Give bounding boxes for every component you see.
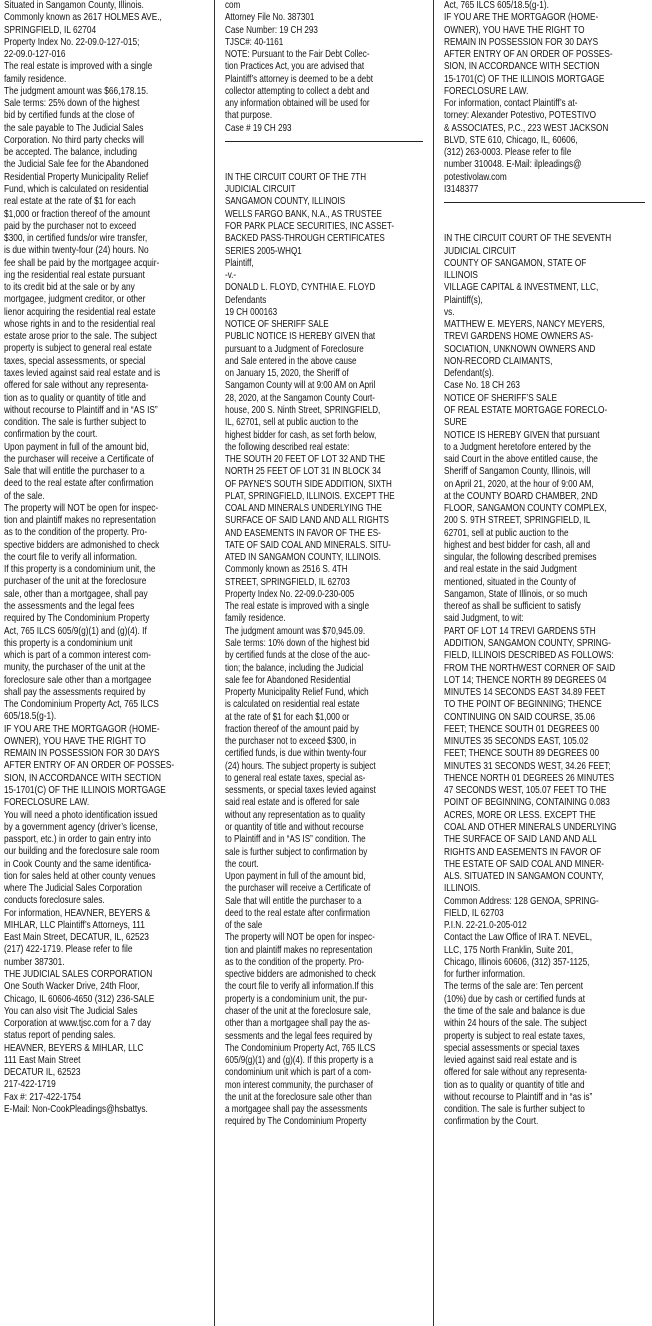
notice-line: Sangamon, State of Illinois, or so much bbox=[444, 588, 588, 600]
notice-line: the court file to verify all information. bbox=[4, 551, 138, 563]
notice-line: ACRES, MORE OR LESS. EXCEPT THE bbox=[444, 809, 596, 821]
notice-line: said Court in the above entitled cause, the bbox=[444, 454, 598, 466]
notice-line: AND EASEMENTS IN FAVOR OF THE ES- bbox=[225, 527, 381, 539]
notice-line: & ASSOCIATES, P.C., 223 WEST JACKSON bbox=[444, 122, 609, 134]
notice-line: Situated in Sangamon County, Illinois. bbox=[4, 0, 144, 11]
notice-line: Case # 19 CH 293 bbox=[225, 122, 292, 134]
notice-line: TO THE POINT OF BEGINNING; THENCE bbox=[444, 699, 602, 711]
notice-line: sale is further subject to confirmation by bbox=[225, 846, 368, 858]
notice-line: The Condominium Property Act, 765 ILCS bbox=[225, 1042, 376, 1054]
notice-line: condition. The sale is further subject to bbox=[4, 417, 147, 429]
notice-line: SPRINGFIELD, IL 62704 bbox=[4, 24, 97, 36]
notice-line: offered for sale without any representa- bbox=[444, 1067, 588, 1079]
notice-line: sale, other than a mortgagee, shall pay bbox=[4, 588, 148, 600]
notice-line: 47 SECONDS WEST, 105.07 FEET TO THE bbox=[444, 785, 607, 797]
notice-line: property is subject to real estate taxes, bbox=[444, 1030, 586, 1042]
notice-line: The property will NOT be open for inspec- bbox=[4, 502, 159, 514]
notice-line: NON-RECORD CLAIMANTS, bbox=[444, 355, 553, 367]
notice-line: house, 200 S. Ninth Street, SPRINGFIELD, bbox=[225, 404, 381, 416]
notice-line: taxes levied against said real estate and is bbox=[4, 367, 161, 379]
notice-line: singular, the following described premises bbox=[444, 552, 597, 564]
notice-line: mon interest community, the purchaser of bbox=[225, 1079, 373, 1091]
notice-line: chaser of the unit at the foreclosure sale, bbox=[225, 1005, 371, 1017]
notice-line: to general real estate taxes, special as- bbox=[225, 772, 366, 784]
notice-line: torney: Alexander Potestivo, POTESTIVO bbox=[444, 110, 597, 122]
notice-line: is calculated on residential real estate bbox=[225, 699, 360, 711]
notice-line: You will need a photo identification issued bbox=[4, 809, 158, 821]
notice-line: ILLINOIS bbox=[444, 270, 478, 282]
notice-line: REMAIN IN POSSESSION FOR 30 DAYS bbox=[444, 36, 599, 48]
notice-line: property is a condominium unit, the pur- bbox=[225, 993, 368, 1005]
notice-line: BACKED PASS-THROUGH CERTIFICATES bbox=[225, 233, 385, 245]
notice-line: WELLS FARGO BANK, N.A., AS TRUSTEE bbox=[225, 208, 382, 220]
notice-line: FIELD, IL 62703 bbox=[444, 907, 504, 919]
notice-line: 15-1701(C) OF THE ILLINOIS MORTGAGE bbox=[4, 785, 166, 796]
notice-column-3 bbox=[444, 0, 645, 1129]
notice-line: the purchaser will receive a Certificate of bbox=[4, 453, 154, 465]
notice-line: SERIES 2005-WHQ1 bbox=[225, 245, 302, 257]
notice-line: certified funds, is due within twenty-four bbox=[225, 748, 367, 760]
notice-line: FOR PARK PLACE SECURITIES, INC ASSET- bbox=[225, 220, 395, 232]
notice-line: East Main Street, DECATUR, IL, 62523 bbox=[4, 932, 149, 944]
notice-line: Commonly known as 2617 HOLMES AVE., bbox=[4, 12, 162, 24]
notice-line: OF REAL ESTATE MORTGAGE FORECLO- bbox=[444, 404, 608, 416]
notice-line: conducts foreclosure sales. bbox=[4, 895, 105, 907]
notice-line: P.I.N. 22-21.0-205-012 bbox=[444, 920, 527, 932]
notice-line: 217-422-1719 bbox=[4, 1079, 56, 1091]
notice-line: the Judicial Sale fee for the Abandoned bbox=[4, 159, 149, 171]
notice-line: I3148377 bbox=[444, 183, 479, 195]
notice-line: for further information. bbox=[444, 969, 526, 981]
notice-line: THE SOUTH 20 FEET OF LOT 32 AND THE bbox=[225, 454, 386, 466]
notice-line: by a government agency (driver’s license, bbox=[4, 821, 158, 833]
notice-line: within 24 hours of the sale. The subject bbox=[444, 1018, 587, 1030]
notice-line: special assessments or special taxes bbox=[444, 1042, 580, 1054]
notice-line: Corporation. No third party checks will bbox=[4, 134, 144, 146]
notice-line: family residence. bbox=[4, 73, 67, 85]
notice-line: fraction thereof of the amount paid by bbox=[225, 723, 359, 735]
notice-line: FROM THE NORTHWEST CORNER OF SAID bbox=[444, 662, 616, 674]
notice-line: the purchaser will receive a Certificate of bbox=[225, 883, 371, 895]
notice-line: 200 S. 9TH STREET, SPRINGFIELD, IL bbox=[444, 515, 591, 527]
notice-line: PART OF LOT 14 TREVI GARDENS 5TH bbox=[444, 625, 596, 637]
notice-line: Upon payment in full of the amount bid, bbox=[4, 441, 149, 453]
notice-line: Fund, which is calculated on residential bbox=[4, 183, 149, 195]
notice-line: The judgment amount was $70,945.09. bbox=[225, 625, 366, 637]
notice-line: condition. The sale is further subject to bbox=[444, 1104, 585, 1116]
notice-line: $1,000 or fraction thereof of the amount bbox=[4, 208, 151, 220]
notice-line: NOTE: Pursuant to the Fair Debt Collec- bbox=[225, 49, 370, 61]
notice-line: Defendant(s). bbox=[444, 368, 494, 380]
notice-line: passport, etc.) in order to gain entry into bbox=[4, 834, 151, 846]
notice-line: THENCE NORTH 01 DEGREES 26 MINUTES bbox=[444, 772, 615, 784]
notice-line: FORECLOSURE LAW. bbox=[444, 85, 529, 97]
notice-line: The real estate is improved with a single bbox=[225, 601, 370, 613]
notice-line: Sale terms: 25% down of the highest bbox=[4, 98, 140, 110]
notice-line: CONTINUING ON SAID COURSE, 35.06 bbox=[444, 711, 596, 723]
notice-line: and Sale entered in the above cause bbox=[225, 355, 357, 367]
notice-line: Sale that will entitle the purchaser to a bbox=[225, 895, 362, 907]
notice-line: OWNER), YOU HAVE THE RIGHT TO bbox=[444, 24, 585, 36]
notice-line: tion; the balance, including the Judicial bbox=[225, 662, 364, 674]
notice-line: sessments and the legal fees required by bbox=[225, 1030, 373, 1042]
notice-line: JUDICIAL CIRCUIT bbox=[225, 184, 296, 196]
notice-line: IF YOU ARE THE MORTGAGOR (HOME- bbox=[444, 12, 599, 24]
notice-line: The terms of the sale are: Ten percent bbox=[444, 981, 584, 993]
notice-line: the unit at the foreclosure sale other than bbox=[225, 1091, 372, 1103]
notice-line: THE SURFACE OF SAID LAND AND ALL bbox=[444, 834, 597, 846]
notice-line: property is subject to general real estate bbox=[4, 343, 152, 355]
notice-line: Act, 765 ILCS 605/18.5(g-1). bbox=[444, 0, 549, 11]
notice-line: (10%) due by cash or certified funds at bbox=[444, 993, 586, 1005]
notice-line: TATE OF SAID COAL AND MINERALS. SITU- bbox=[225, 539, 391, 551]
notice-line: offered for sale without any representa- bbox=[4, 380, 149, 392]
notice-line: 605/9(g)(1) and (g)(4). If this property is a bbox=[225, 1055, 374, 1067]
notice-line: You can also visit The Judicial Sales bbox=[4, 1005, 138, 1017]
notice-line: Fax #: 217-422-1754 bbox=[4, 1091, 82, 1103]
notice-line: IN THE CIRCUIT COURT OF THE SEVENTH bbox=[444, 233, 612, 245]
notice-line: IN THE CIRCUIT COURT OF THE 7TH bbox=[225, 171, 367, 183]
notice-line: our building and the foreclosure sale room bbox=[4, 846, 160, 858]
notice-line: THE JUDICIAL SALES CORPORATION bbox=[4, 968, 153, 980]
notice-line: to a Judgment heretofore entered by the bbox=[444, 441, 592, 453]
notice-line: ALS. SITUATED IN SANGAMON COUNTY, bbox=[444, 871, 604, 883]
notice-line: tion as to quality or quantity of title and bbox=[444, 1079, 585, 1091]
notice-line: JUDICIAL CIRCUIT bbox=[444, 245, 517, 257]
notice-line: at the rate of $1 for each $1,000 or bbox=[225, 711, 350, 723]
notice-line: Property Index No. 22-09.0-127-015; bbox=[4, 36, 140, 48]
notice-line: as to the condition of the property. Pro- bbox=[4, 527, 148, 539]
notice-line: COAL AND MINERALS UNDERLYING THE bbox=[225, 503, 382, 515]
notice-line: deed to the real estate after confirmation bbox=[225, 907, 370, 919]
notice-line: confirmation by the court. bbox=[4, 429, 98, 441]
notice-line: pursuant to a Judgment of Foreclosure bbox=[225, 343, 364, 355]
notice-line: SION, IN ACCORDANCE WITH SECTION bbox=[4, 772, 162, 784]
notice-line: TJSC#: 40-1161 bbox=[225, 36, 284, 48]
notice-line: collector attempting to collect a debt and bbox=[225, 85, 370, 97]
notice-line: without recourse to Plaintiff and in “AS IS” bbox=[4, 404, 158, 416]
notice-line: MIHLAR, LLC Plaintiff’s Attorneys, 111 bbox=[4, 919, 145, 931]
notice-line: NORTH 25 FEET OF LOT 31 IN BLOCK 34 bbox=[225, 466, 382, 478]
notice-line: STREET, SPRINGFIELD, IL 62703 bbox=[225, 576, 350, 588]
notice-line: The judgment amount was $66,178.15. bbox=[4, 85, 149, 97]
notice-line: shall pay the assessments required by bbox=[4, 686, 146, 698]
notice-line: Act, 765 ILCS 605/9(g)(1) and (g)(4). If bbox=[4, 625, 147, 637]
notice-gap bbox=[444, 209, 645, 233]
notice-line: MINUTES 35 SECONDS EAST, 105.02 bbox=[444, 736, 589, 748]
notice-line: For information, contact Plaintiff’s at- bbox=[444, 98, 578, 110]
notice-line: Sangamon County will at 9:00 AM on April bbox=[225, 380, 376, 392]
notice-line: required by The Condominium Property bbox=[4, 613, 150, 625]
notice-gap bbox=[225, 148, 423, 172]
notice-line: the assessments and the legal fees bbox=[4, 601, 135, 613]
notice-line: whose rights in and to the residential real bbox=[4, 318, 156, 330]
notice-line: Attorney File No. 387301 bbox=[225, 12, 315, 24]
notice-line: SOCIATION, UNKNOWN OWNERS AND bbox=[444, 343, 596, 355]
notice-line: as to the condition of the property. Pro- bbox=[225, 956, 364, 968]
notice-line: real estate at the rate of $1 for each bbox=[4, 196, 136, 208]
notice-line: (312) 263-0003. Please refer to file bbox=[444, 147, 572, 159]
notice-line: said real estate and is offered for sale bbox=[225, 797, 360, 809]
notice-line: FLOOR, SANGAMON COUNTY COMPLEX, bbox=[444, 503, 607, 515]
notice-line: highest and best bidder for cash, all and bbox=[444, 539, 591, 551]
notice-line: FIELD, ILLINOIS DESCRIBED AS FOLLOWS: bbox=[444, 650, 614, 662]
notice-line: on January 15, 2020, the Sheriff of bbox=[225, 368, 349, 380]
notice-line: IL, 62701, sell at public auction to the bbox=[225, 417, 359, 429]
notice-line: OWNER), YOU HAVE THE RIGHT TO bbox=[4, 735, 146, 747]
column-divider-1 bbox=[214, 0, 215, 1326]
notice-line: sale fee for Abandoned Residential bbox=[225, 674, 351, 686]
notice-line: a mortgagee shall pay the assessments bbox=[225, 1104, 368, 1116]
notice-line: number 387301. bbox=[4, 956, 65, 968]
notice-line: of the sale. bbox=[4, 490, 45, 502]
notice-line: without recourse to Plaintiff and in “as is” bbox=[444, 1091, 593, 1103]
notice-column-2 bbox=[225, 0, 423, 1129]
notice-line: Corporation at www.tjsc.com for a 7 day bbox=[4, 1018, 151, 1030]
notice-line: tion and plaintiff makes no representation bbox=[225, 944, 373, 956]
notice-line: NOTICE OF SHERIFF SALE bbox=[225, 319, 329, 331]
notice-line: THE ESTATE OF SAID COAL AND MINER- bbox=[444, 858, 605, 870]
notice-line: -v.- bbox=[225, 270, 237, 282]
notice-line: REMAIN IN POSSESSION FOR 30 DAYS bbox=[4, 748, 160, 760]
notice-line: fee shall be paid by the mortgagee acquir- bbox=[4, 257, 160, 269]
notice-line: POINT OF BEGINNING, CONTAINING 0.083 bbox=[444, 797, 610, 809]
notice-line: mentioned, situated in the County of bbox=[444, 576, 576, 588]
notice-line: The real estate is improved with a single bbox=[4, 61, 153, 73]
notice-line: sessments, or special taxes levied against bbox=[225, 785, 376, 797]
notice-line: said Judgment, to wit: bbox=[444, 613, 524, 625]
notice-line: SION, IN ACCORDANCE WITH SECTION bbox=[444, 61, 600, 73]
notice-line: deed to the real estate after confirmation bbox=[4, 478, 154, 490]
notice-line: Case Number: 19 CH 293 bbox=[225, 24, 318, 36]
notice-line: 111 East Main Street bbox=[4, 1054, 81, 1066]
notice-line: foreclosure sale other than a mortgagee bbox=[4, 674, 152, 686]
legal-notice bbox=[225, 172, 423, 1129]
notice-line: ILLINOIS. bbox=[444, 883, 481, 895]
notice-line: Residential Property Municipality Relief bbox=[4, 171, 149, 183]
notice-line: without any representation as to quality bbox=[225, 809, 366, 821]
notice-line: to Plaintiff and in “AS IS” condition. The bbox=[225, 834, 366, 846]
notice-line: DONALD L. FLOYD, CYNTHIA E. FLOYD bbox=[225, 282, 376, 294]
notice-line: or quantity of title and without recourse bbox=[225, 822, 364, 833]
notice-line: AFTER ENTRY OF AN ORDER OF POSSES- bbox=[444, 49, 613, 61]
notice-line: purchaser of the unit at the foreclosure bbox=[4, 576, 147, 588]
notice-line: Defendants bbox=[225, 294, 267, 306]
notice-line: to its credit bid at the sale or by any bbox=[4, 282, 135, 294]
notice-line: MATTHEW E. MEYERS, NANCY MEYERS, bbox=[444, 319, 605, 331]
notice-line: spective bidders are admonished to check bbox=[4, 539, 160, 551]
notice-line: HEAVNER, BEYERS & MIHLAR, LLC bbox=[4, 1042, 144, 1054]
notice-line: Chicago, Illinois 60606, (312) 357-1125, bbox=[444, 956, 590, 968]
notice-line: SURFACE OF SAID LAND AND ALL RIGHTS bbox=[225, 515, 389, 527]
notice-line: any information obtained will be used for bbox=[225, 98, 370, 110]
notice-line: com bbox=[225, 0, 241, 11]
notice-line: ATED IN SANGAMON COUNTY, ILLINOIS. bbox=[225, 552, 381, 564]
notice-line: the court. bbox=[225, 858, 259, 870]
notice-line: other than a mortgagee shall pay the as- bbox=[225, 1018, 370, 1030]
notice-line: tion Practices Act, you are advised that bbox=[225, 61, 365, 73]
notice-line: thereof as shall be sufficient to satisfy bbox=[444, 601, 581, 613]
notice-line: VILLAGE CAPITAL & INVESTMENT, LLC, bbox=[444, 282, 599, 294]
notice-line: munity, the purchaser of the unit at the bbox=[4, 662, 146, 674]
notice-line: PLAT, SPRINGFIELD, ILLINOIS. EXCEPT THE bbox=[225, 490, 395, 502]
notice-line: (24) hours. The subject property is subject bbox=[225, 760, 376, 772]
notice-separator bbox=[225, 141, 423, 142]
notice-line: 605/18.5(g-1). bbox=[4, 711, 57, 723]
notice-line: tion for sales held at other county venues bbox=[4, 870, 156, 882]
notice-line: condominium unit which is part of a com- bbox=[225, 1067, 372, 1079]
notice-line: For information, HEAVNER, BEYERS & bbox=[4, 907, 151, 919]
notice-line: The Condominium Property Act, 765 ILCS bbox=[4, 699, 159, 711]
notice-line: Upon payment in full of the amount bid, bbox=[225, 871, 366, 883]
notice-line: 62701, sell at public auction to the bbox=[444, 527, 569, 539]
notice-line: this property is a condominium unit bbox=[4, 637, 133, 649]
notice-line: FORECLOSURE LAW. bbox=[4, 797, 90, 809]
notice-line: (217) 422-1719. Please refer to file bbox=[4, 944, 133, 956]
notice-line: NOTICE IS HEREBY GIVEN that pursuant bbox=[444, 429, 600, 441]
notice-line: AFTER ENTRY OF AN ORDER OF POSSES- bbox=[4, 760, 175, 772]
notice-line: Sale that will entitle the purchaser to a bbox=[4, 466, 145, 478]
notice-line: PUBLIC NOTICE IS HEREBY GIVEN that bbox=[225, 331, 376, 343]
notice-line: where The Judicial Sales Corporation bbox=[4, 883, 143, 895]
notice-line: that purpose. bbox=[225, 110, 273, 122]
notice-line: 15-1701(C) OF THE ILLINOIS MORTGAGE bbox=[444, 73, 605, 85]
notice-line: Plaintiff’s attorney is deemed to be a debt bbox=[225, 73, 373, 85]
notice-line: the time of the sale and balance is due bbox=[444, 1005, 586, 1017]
notice-line: Sale terms: 10% down of the highest bid bbox=[225, 638, 370, 650]
notice-line: tion and plaintiff makes no representation bbox=[4, 515, 156, 527]
notice-line: Contact the Law Office of IRA T. NEVEL, bbox=[444, 932, 593, 944]
notice-line: confirmation by the Court. bbox=[444, 1116, 539, 1128]
notice-line: 19 CH 000163 bbox=[225, 306, 278, 318]
notice-line: Property Municipality Relief Fund, which bbox=[225, 687, 369, 699]
notice-line: is due within twenty-four (24) hours. No bbox=[4, 245, 149, 257]
notice-line: on April 21, 2020, at the hour of 9:00 AM, bbox=[444, 478, 594, 490]
notice-line: mortgagee, judgment creditor, or other bbox=[4, 294, 146, 306]
notice-separator bbox=[444, 202, 645, 203]
notice-line: LLC, 175 North Franklin, Suite 201, bbox=[444, 944, 574, 956]
notice-line: the following described real estate: bbox=[225, 441, 350, 453]
notice-line: MINUTES 31 SECONDS WEST, 34.26 FEET; bbox=[444, 760, 611, 772]
notice-line: tion as to quality or quantity of title and bbox=[4, 392, 146, 404]
notice-line: 28, 2020, at the Sangamon County Court- bbox=[225, 392, 375, 404]
legal-notice bbox=[225, 0, 423, 135]
notice-line: the court file to verify all information.If this bbox=[225, 981, 374, 993]
notice-line: FEET; THENCE SOUTH 01 DEGREES 00 bbox=[444, 723, 600, 735]
notice-line: COUNTY OF SANGAMON, STATE OF bbox=[444, 257, 587, 269]
notice-line: highest bidder for cash, as set forth below, bbox=[225, 429, 377, 441]
notice-line: bid by certified funds at the close of bbox=[4, 110, 135, 122]
notice-line: the sale payable to The Judicial Sales bbox=[4, 122, 144, 134]
notice-line: estate arose prior to the sale. The subject bbox=[4, 331, 157, 343]
notice-line: levied against said real estate and is bbox=[444, 1055, 577, 1067]
notice-line: If this property is a condominium unit, the bbox=[4, 564, 156, 576]
notice-line: required by The Condominium Property bbox=[225, 1116, 367, 1128]
notice-line: the purchaser not to exceed $300, in bbox=[225, 736, 357, 748]
notice-line: family residence. bbox=[225, 613, 286, 625]
notice-line: TREVI GARDENS HOME OWNERS AS- bbox=[444, 331, 594, 343]
notice-line: spective bidders are admonished to check bbox=[225, 969, 376, 981]
notice-line: number 310048. E-Mail: ilpleadings@ bbox=[444, 159, 582, 171]
notice-line: vs. bbox=[444, 306, 455, 318]
notice-line: lienor acquiring the residential real estate bbox=[4, 306, 156, 318]
notice-line: Chicago, IL 60606-4650 (312) 236-SALE bbox=[4, 993, 155, 1005]
notice-line: potestivolaw.com bbox=[444, 171, 507, 183]
notice-line: E-Mail: Non-CookPleadings@hsbattys. bbox=[4, 1103, 148, 1115]
column-divider-2 bbox=[433, 0, 434, 1326]
notice-line: LOT 14; THENCE NORTH 89 DEGREES 04 bbox=[444, 674, 607, 686]
notice-line: 22-09.0-127-016 bbox=[4, 49, 66, 61]
notice-line: FEET; THENCE SOUTH 89 DEGREES 00 bbox=[444, 748, 600, 760]
notice-line: ing the residential real estate pursuant bbox=[4, 269, 145, 281]
notice-line: at the COUNTY BOARD CHAMBER, 2ND bbox=[444, 490, 598, 502]
notice-line: in Cook County and the same identifica- bbox=[4, 858, 152, 870]
legal-notice bbox=[4, 0, 208, 1116]
notice-column-1 bbox=[4, 0, 208, 1116]
notice-line: Plaintiff, bbox=[225, 257, 254, 269]
notice-line: The property will NOT be open for inspec- bbox=[225, 932, 375, 944]
notice-line: SURE bbox=[444, 417, 467, 429]
notice-line: DECATUR IL, 62523 bbox=[4, 1067, 81, 1079]
notice-line: Sheriff of Sangamon County, Illinois, will bbox=[444, 466, 591, 478]
notice-line: RIGHTS AND EASEMENTS IN FAVOR OF bbox=[444, 846, 602, 858]
notice-line: and real estate in the said Judgment bbox=[444, 564, 577, 576]
notice-line: $300, in certified funds/or wire transfer, bbox=[4, 233, 148, 245]
notice-line: IF YOU ARE THE MORTGAGOR (HOME- bbox=[4, 723, 160, 735]
notice-line: OF PAYNE'S SOUTH SIDE ADDITION, SIXTH bbox=[225, 478, 392, 490]
legal-notice bbox=[444, 233, 645, 1128]
notice-line: by certified funds at the close of the auc- bbox=[225, 650, 370, 662]
notice-line: Case No. 18 CH 263 bbox=[444, 380, 521, 392]
notice-line: SANGAMON COUNTY, ILLINOIS bbox=[225, 196, 346, 208]
notice-line: paid by the purchaser not to exceed bbox=[4, 220, 137, 232]
notice-line: of the sale bbox=[225, 920, 263, 932]
notice-line: COAL AND OTHER MINERALS UNDERLYING bbox=[444, 822, 617, 833]
notice-line: Plaintiff(s), bbox=[444, 294, 483, 306]
notice-line: status report of pending sales. bbox=[4, 1030, 116, 1042]
notice-line: One South Wacker Drive, 24th Floor, bbox=[4, 981, 140, 993]
notice-line: Commonly known as 2516 S. 4TH bbox=[225, 564, 348, 576]
notice-line: BLVD, STE 610, Chicago, IL, 60606, bbox=[444, 134, 578, 146]
notice-line: taxes, special assessments, or special bbox=[4, 355, 146, 367]
legal-notice bbox=[444, 0, 645, 196]
notice-line: be accepted. The balance, including bbox=[4, 147, 137, 159]
notice-line: Common Address: 128 GENOA, SPRING- bbox=[444, 895, 599, 907]
notice-line: which is part of a common interest com- bbox=[4, 650, 151, 662]
notice-line: NOTICE OF SHERIFF’S SALE bbox=[444, 392, 558, 404]
notice-line: ADDITION, SANGAMON COUNTY, SPRING- bbox=[444, 638, 611, 650]
notice-line: MINUTES 14 SECONDS EAST 34.89 FEET bbox=[444, 687, 606, 699]
notice-line: Property Index No. 22-09.0-230-005 bbox=[225, 588, 355, 600]
